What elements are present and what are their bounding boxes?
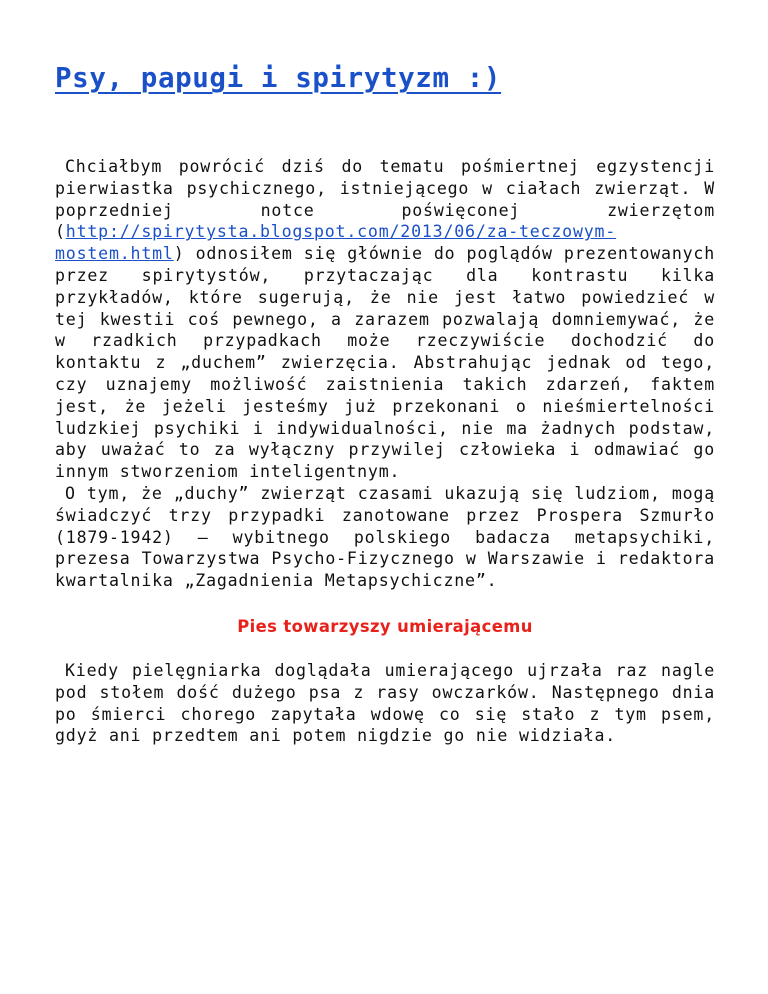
paragraph-1-text-end: ) odnosiłem się głównie do poglądów prezentowanych przez spirytystów, przytaczając dla kontrastu kilka przykładów, które sugerują, że nie jest łatwo powiedzieć w tej kwestii coś pewnego, a zarazem pozwalają domniemywać, że w rzadkich przypadkach może rzeczywiście dochodzić do kontaktu z „duchem” zwierzęcia. Abstrahując jednak od tego, czy uznajemy możliwość zaistnienia takich zdarzeń, faktem jest, że jeżeli jesteśmy już przekonani o nieśmiertelności ludzkiej psychiki i indywidualności, nie ma żadnych podstaw, aby uważać to za wyłączny przywilej człowieka i odmawiać go innym stworzeniom inteligentnym.	[55, 244, 715, 482]
paragraph-2: O tym, że „duchy” zwierząt czasami ukazują się ludziom, mogą świadczyć trzy przypadki zanotowane przez Prospera Szmurło (1879-1942) – wybitnego polskiego badacza metapsychiki, prezesa Towarzystwa Psycho-Fizycznego w Warszawie i redaktora kwartalnika „Zagadnienia Metapsychiczne”.	[55, 483, 715, 591]
blog-post-link[interactable]: http://spirytysta.blogspot.com/2013/06/za-teczowym-mostem.html	[55, 222, 617, 264]
paragraph-1	[55, 156, 715, 483]
article	[55, 58, 715, 747]
page-title	[55, 58, 715, 98]
paragraph-1-text-start: Chciałbym powrócić dziś do tematu pośmiertnej egzystencji pierwiastka psychicznego, istniejącego w ciałach zwierząt. W poprzedniej notce poświęconej zwierzętom (	[55, 157, 715, 242]
title-link[interactable]: Psy, papugi i spirytyzm :)	[55, 62, 502, 94]
paragraph-3: Kiedy pielęgniarka doglądała umierającego ujrzała raz nagle pod stołem dość dużego psa z rasy owczarków. Następnego dnia po śmierci chorego zapytała wdowę co się stało z tym psem, gdyż ani przedtem ani potem nigdzie go nie widziała.	[55, 660, 715, 746]
section-heading: Pies towarzyszy umierającemu	[237, 616, 533, 636]
